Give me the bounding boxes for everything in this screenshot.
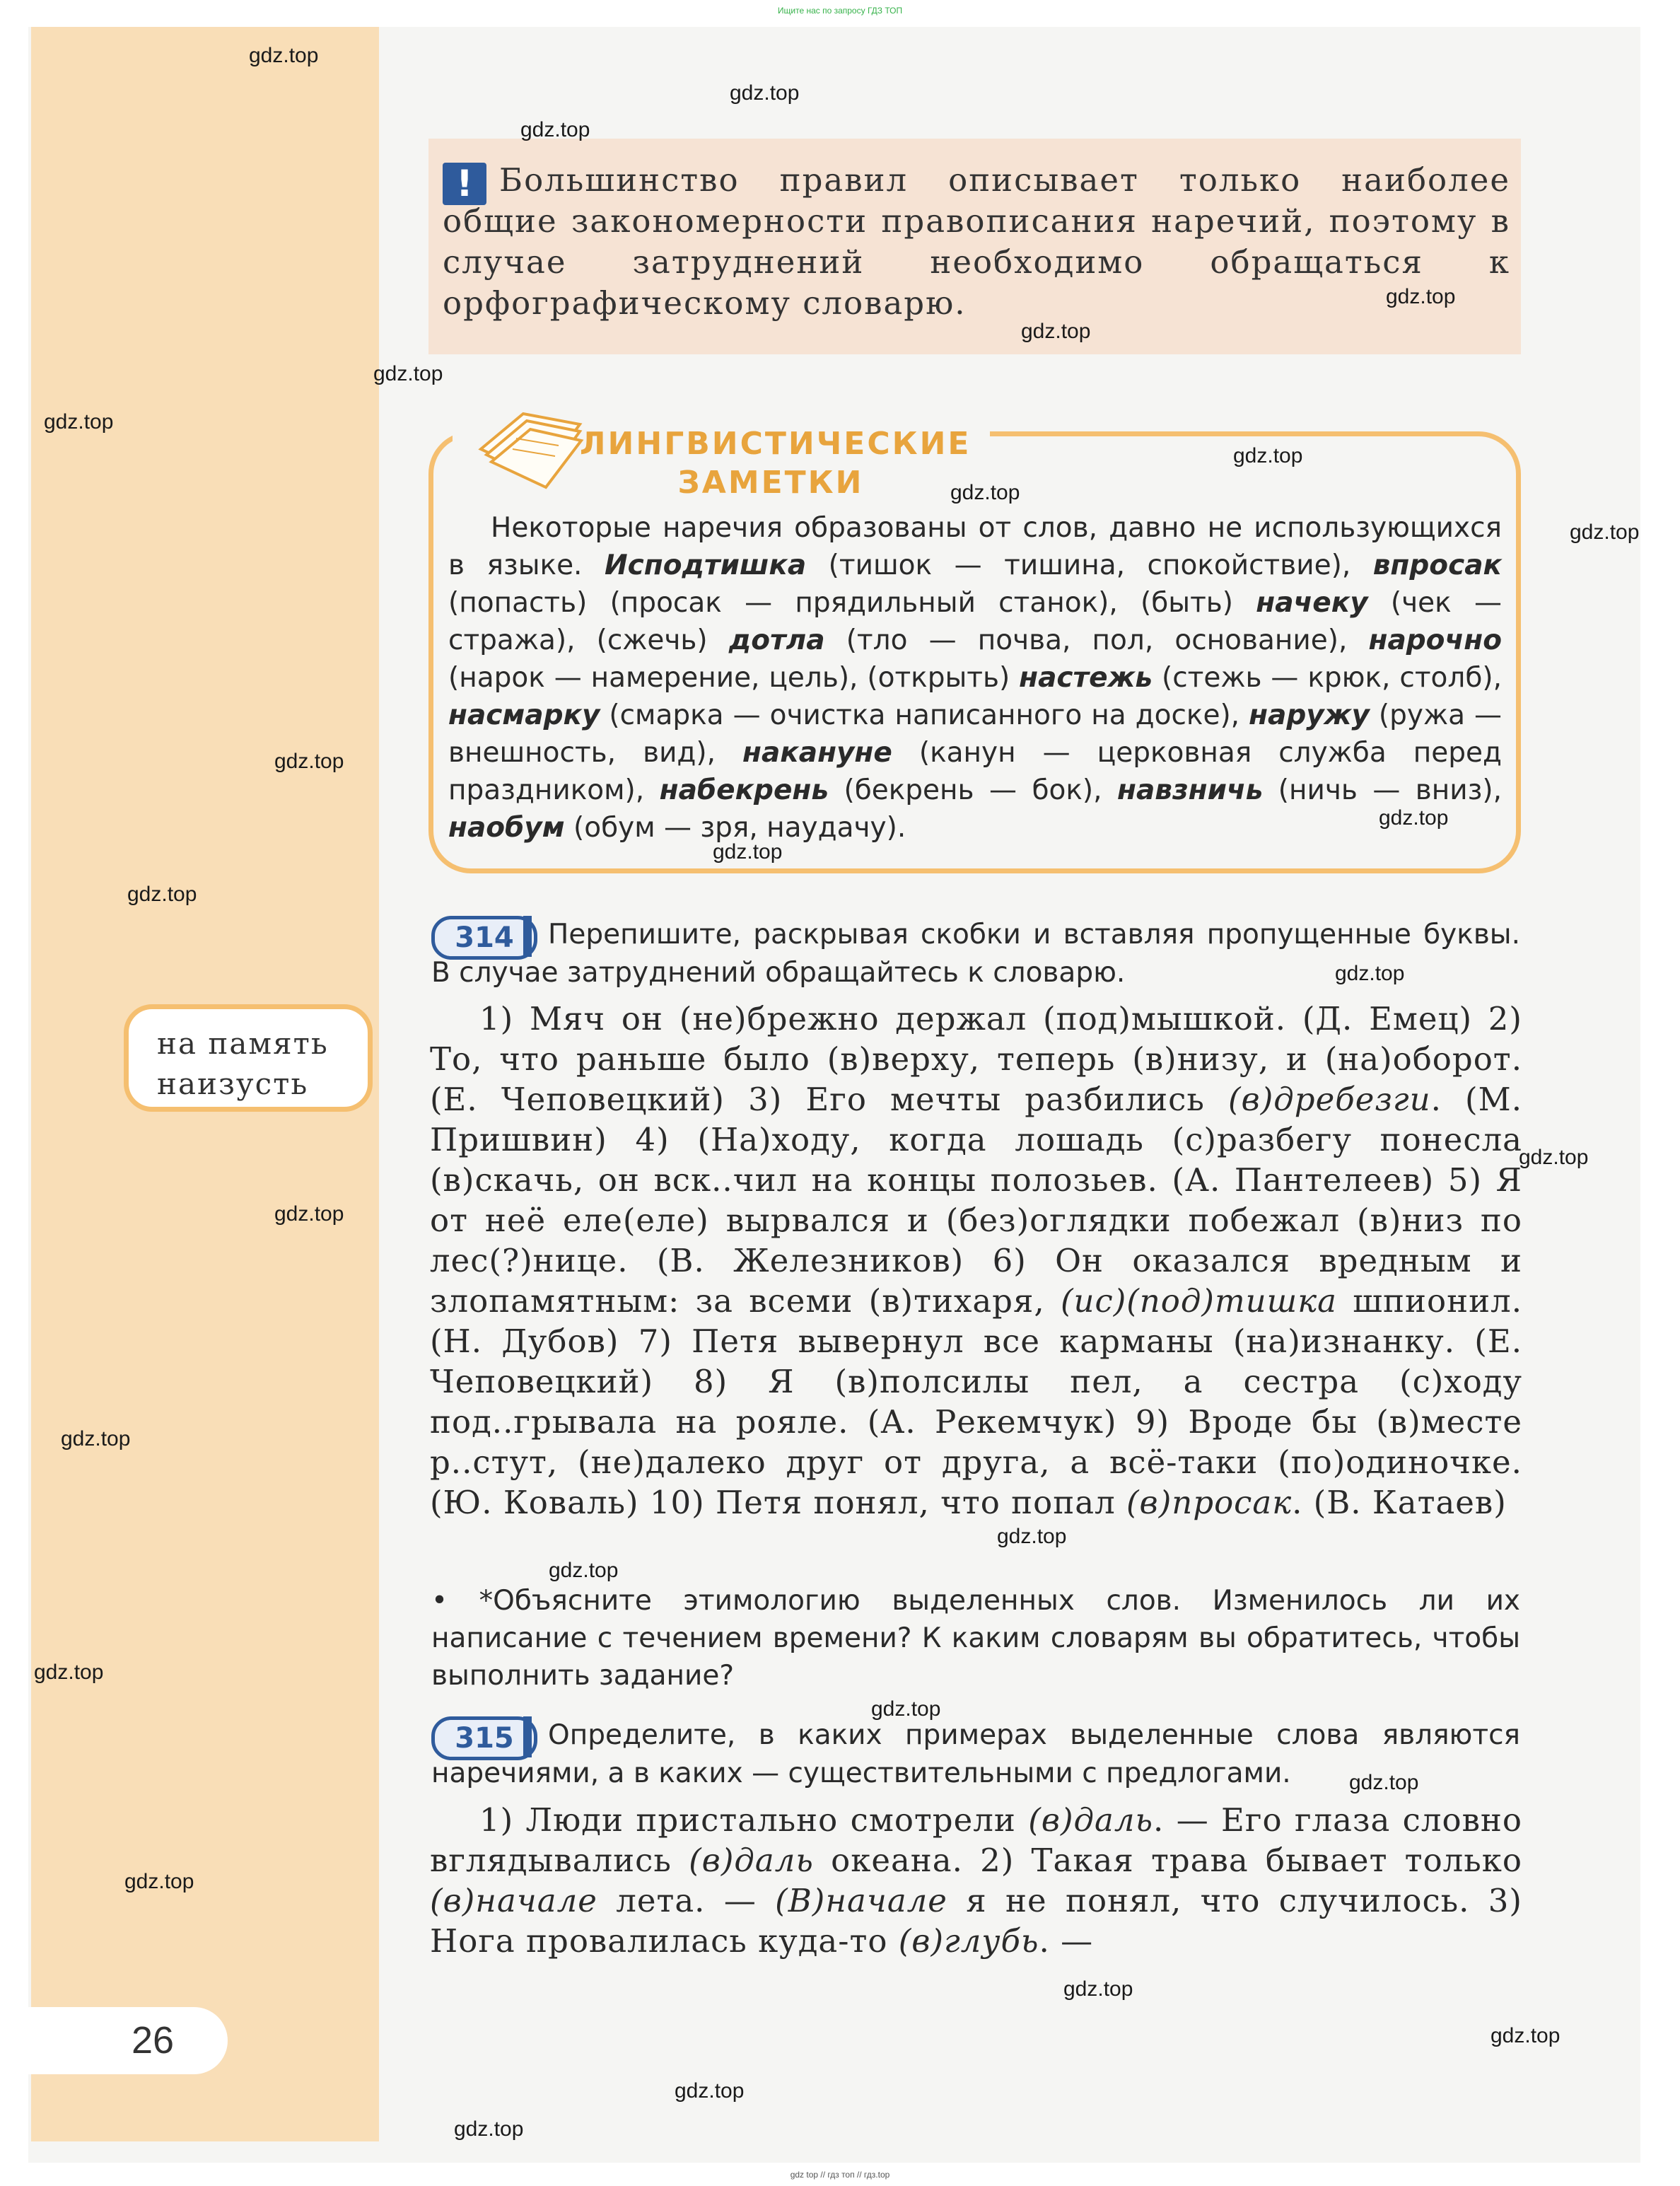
- watermark: gdz.top: [373, 362, 443, 385]
- watermark: gdz.top: [1386, 285, 1456, 308]
- highlighted-word: набекрень: [659, 774, 829, 806]
- watermark: gdz.top: [249, 44, 319, 67]
- highlighted-word: (В)начале: [775, 1882, 947, 1919]
- watermark: gdz.top: [34, 1661, 104, 1684]
- highlighted-word: Исподтишка: [605, 550, 807, 581]
- watermark: gdz.top: [1570, 521, 1640, 544]
- highlighted-word: настежь: [1019, 662, 1153, 694]
- memory-note-text: на память наизусть: [157, 1026, 329, 1101]
- watermark: gdz.top: [127, 883, 197, 906]
- rule-text: Большинство правил описывает только наиболее общие закономерности правописания наречий, поэтому в случае затруднений необходимо обращаться к орфографическому словарю.: [443, 161, 1510, 322]
- watermark: gdz.top: [1021, 320, 1091, 343]
- watermark: gdz.top: [730, 81, 800, 105]
- linguistic-notes-text: Некоторые наречия образованы от слов, давно не использующихся в языке. Исподтишка (тишок — тишина, спокойствие), впросак (попасть) (просак — прядильный станок), (быть) начеку (чек — стража), (сжечь) дотла (тло — почва, пол, основание), нарочно (нарок — намерение, цель), (открыть) настежь (стежь — крюк, столб), насмарку (смарка — очистка написанного на доске), наружу (ружа — внешность, вид), накануне (канун — церковная служба перед праздником), набекрень (бекрень — бок), навзничь (ничь — вниз), наобум (обум — зря, наудачу).: [448, 512, 1502, 844]
- watermark: gdz.top: [1335, 962, 1405, 985]
- papers-icon: [474, 400, 594, 492]
- exercise-314-badge: 314: [431, 916, 537, 960]
- highlighted-word: (в)дребезги: [1227, 1081, 1431, 1118]
- highlighted-word: (в)начале: [430, 1882, 597, 1919]
- watermark: gdz.top: [274, 750, 344, 773]
- watermark: gdz.top: [1349, 1771, 1419, 1794]
- page-number: 26: [132, 2019, 175, 2062]
- highlighted-word: (ис)(под)тишка: [1060, 1282, 1337, 1320]
- watermark: gdz.top: [124, 1870, 194, 1893]
- exclamation-icon: !: [443, 163, 486, 205]
- watermark: gdz.top: [675, 2079, 745, 2103]
- watermark: gdz.top: [1063, 1977, 1133, 2001]
- watermark: gdz.top: [1233, 444, 1303, 467]
- exercise-315-badge: 315: [431, 1716, 537, 1760]
- watermark: gdz.top: [1379, 806, 1449, 830]
- highlighted-word: наружу: [1249, 699, 1370, 731]
- linguistic-title-line2: ЗАМЕТКИ: [677, 465, 864, 501]
- exercise-314-note: • *Объясните этимологию выделенных слов. Изменилось ли их написание с течением времени? К каким словарям вы обратитесь, чтобы выполнить задание?: [431, 1585, 1520, 1692]
- exercise-315-text: 1) Люди пристально смотрели (в)даль. — Его глаза словно вглядывались (в)даль океана. 2) Такая трава бывает только (в)начале лета. — (В)начале я не понял, что случилось. 3) Нога провалилась куда-то (в)глубь. —: [430, 1801, 1522, 1960]
- linguistic-notes-title: [580, 424, 972, 502]
- watermark: gdz.top: [549, 1559, 619, 1582]
- watermark: gdz.top: [713, 840, 783, 864]
- highlighted-word: начеку: [1256, 587, 1368, 619]
- highlighted-word: (в)даль: [689, 1842, 814, 1879]
- memory-note-box: [124, 1004, 373, 1112]
- page-number-box: [0, 2007, 228, 2074]
- exercise-314-text: 1) Мяч он (не)брежно держал (под)мышкой. (Д. Емец) 2) То, что раньше было (в)верху, теперь (в)низу, и (на)оборот. (Е. Чеповецкий) 3) Его мечты разбились (в)дребезги. (М. Пришвин) 4) (На)ходу, когда лошадь (с)разбегу понесла (в)скачь, он вск..чил на концы полозьев. (А. Пантелеев) 5) Я от неё еле(еле) вырвался и (без)оглядки побежал (в)низ по лес(?)нице. (В. Железников) 6) Он оказался вредным и злопамятным: за всеми (в)тихаря, (ис)(под)тишка шпионил. (Н. Дубов) 7) Петя вывернул все карманы (на)изнанку. (Е. Чеповецкий) 8) Я (в)полсилы пел, а сестра (с)ходу под..грывала на рояле. (А. Рекемчук) 9) Вроде бы (в)месте р..стут, (не)далеко друг от друга, а всё-таки (по)одиночке. (Ю. Коваль) 10) Петя понял, что попал (в)просак. (В. Катаев): [430, 1000, 1523, 1521]
- highlighted-word: нарочно: [1368, 624, 1502, 656]
- highlighted-word: накануне: [742, 737, 892, 769]
- highlighted-word: наобум: [448, 812, 565, 844]
- watermark: gdz.top: [1519, 1146, 1589, 1169]
- highlighted-word: дотла: [728, 624, 825, 656]
- bottom-banner[interactable]: gdz top // гдз топ // гдз.top: [790, 2170, 890, 2180]
- watermark: gdz.top: [1491, 2024, 1561, 2047]
- highlighted-word: навзничь: [1117, 774, 1264, 806]
- watermark: gdz.top: [274, 1202, 344, 1226]
- watermark: gdz.top: [997, 1525, 1067, 1548]
- highlighted-word: (в)даль: [1028, 1801, 1154, 1839]
- highlighted-word: насмарку: [448, 699, 600, 731]
- watermark: gdz.top: [520, 118, 590, 141]
- linguistic-title-line1: ЛИНГВИСТИЧЕСКИЕ: [580, 426, 972, 462]
- highlighted-word: (в)глубь: [898, 1922, 1039, 1960]
- watermark: gdz.top: [950, 481, 1020, 504]
- watermark: gdz.top: [44, 410, 114, 434]
- highlighted-word: впросак: [1372, 550, 1502, 581]
- exercise-315-instruction: Определите, в каких примерах выделенные слова являются наречиями, а в каких — существительными с предлогами.: [431, 1719, 1520, 1789]
- watermark: gdz.top: [61, 1427, 131, 1450]
- highlighted-word: (в)просак: [1126, 1484, 1293, 1521]
- top-banner[interactable]: Ищите нас по запросу ГДЗ ТОП: [777, 6, 903, 16]
- exercise-314-instruction: Перепишите, раскрывая скобки и вставляя пропущенные буквы. В случае затруднений обращайтесь к словарю.: [431, 919, 1520, 989]
- watermark: gdz.top: [454, 2117, 524, 2141]
- rule-box: [428, 139, 1521, 354]
- watermark: gdz.top: [871, 1697, 941, 1721]
